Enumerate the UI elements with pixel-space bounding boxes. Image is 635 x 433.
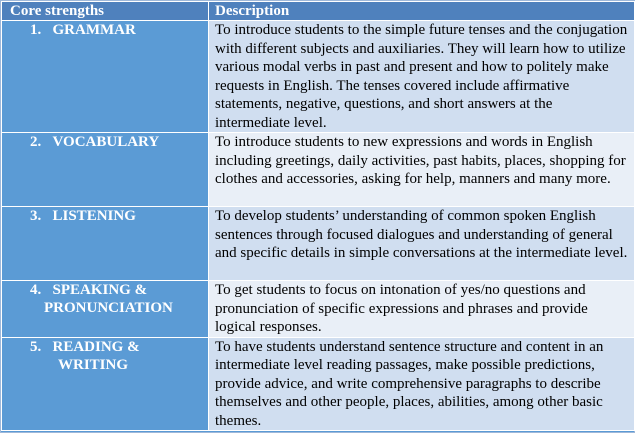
strength-number: 3. <box>30 208 42 224</box>
strength-name: READING & <box>52 338 140 355</box>
description-cell: To introduce students to new expressions and words in English including greetings, daily activities, past habits, places, shopping for clothes and accessories, asking for help, manners and many more. <box>209 133 635 207</box>
description-cell: To get students to focus on intonation of yes/no questions and pronunciation of specific expressions and phrases and provide logical responses. <box>209 281 635 338</box>
description-cell: To have students understand sentence structure and content in an intermediate level reading passages, make possible predictions, provide advice, and write comprehensive paragraphs to describe themselves and other people, places, abilities, among other basic themes. <box>209 337 635 431</box>
description-cell: To develop students’ understanding of common spoken English sentences through focused dialogues and understanding of general and specific details in simple conversations at the intermediate level. <box>209 207 635 281</box>
strength-name-continued: PRONUNCIATION <box>44 300 173 316</box>
strength-name: LISTENING <box>52 208 136 224</box>
table-row <box>2 133 635 207</box>
table-header-row <box>2 2 635 21</box>
strength-number: 4. <box>30 282 42 298</box>
strength-cell <box>2 207 209 281</box>
table-row <box>2 281 635 338</box>
strength-cell <box>2 21 209 133</box>
strength-cell <box>2 337 209 431</box>
strength-cell <box>2 133 209 207</box>
header-core-strengths: Core strengths <box>2 2 209 21</box>
table-row <box>2 337 635 431</box>
strength-number: 1. <box>30 22 42 38</box>
description-cell: To introduce students to the simple future tenses and the conjugation with different subjects and auxiliaries. They will learn how to utilize various modal verbs in past and present and how to politely make requests in English. The tenses covered include affirmative statements, negative, questions, and short answers at the intermediate level. <box>209 21 635 133</box>
strength-name: SPEAKING & <box>52 282 148 298</box>
strength-name: GRAMMAR <box>52 22 136 38</box>
table-row <box>2 207 635 281</box>
table-row <box>2 21 635 133</box>
strength-number: 5. <box>30 338 42 355</box>
strength-name-continued: WRITING <box>58 356 129 373</box>
strengths-table <box>1 1 635 431</box>
strength-cell <box>2 281 209 338</box>
strength-name: VOCABULARY <box>52 134 160 150</box>
header-description: Description <box>209 2 635 21</box>
strength-number: 2. <box>30 134 42 150</box>
